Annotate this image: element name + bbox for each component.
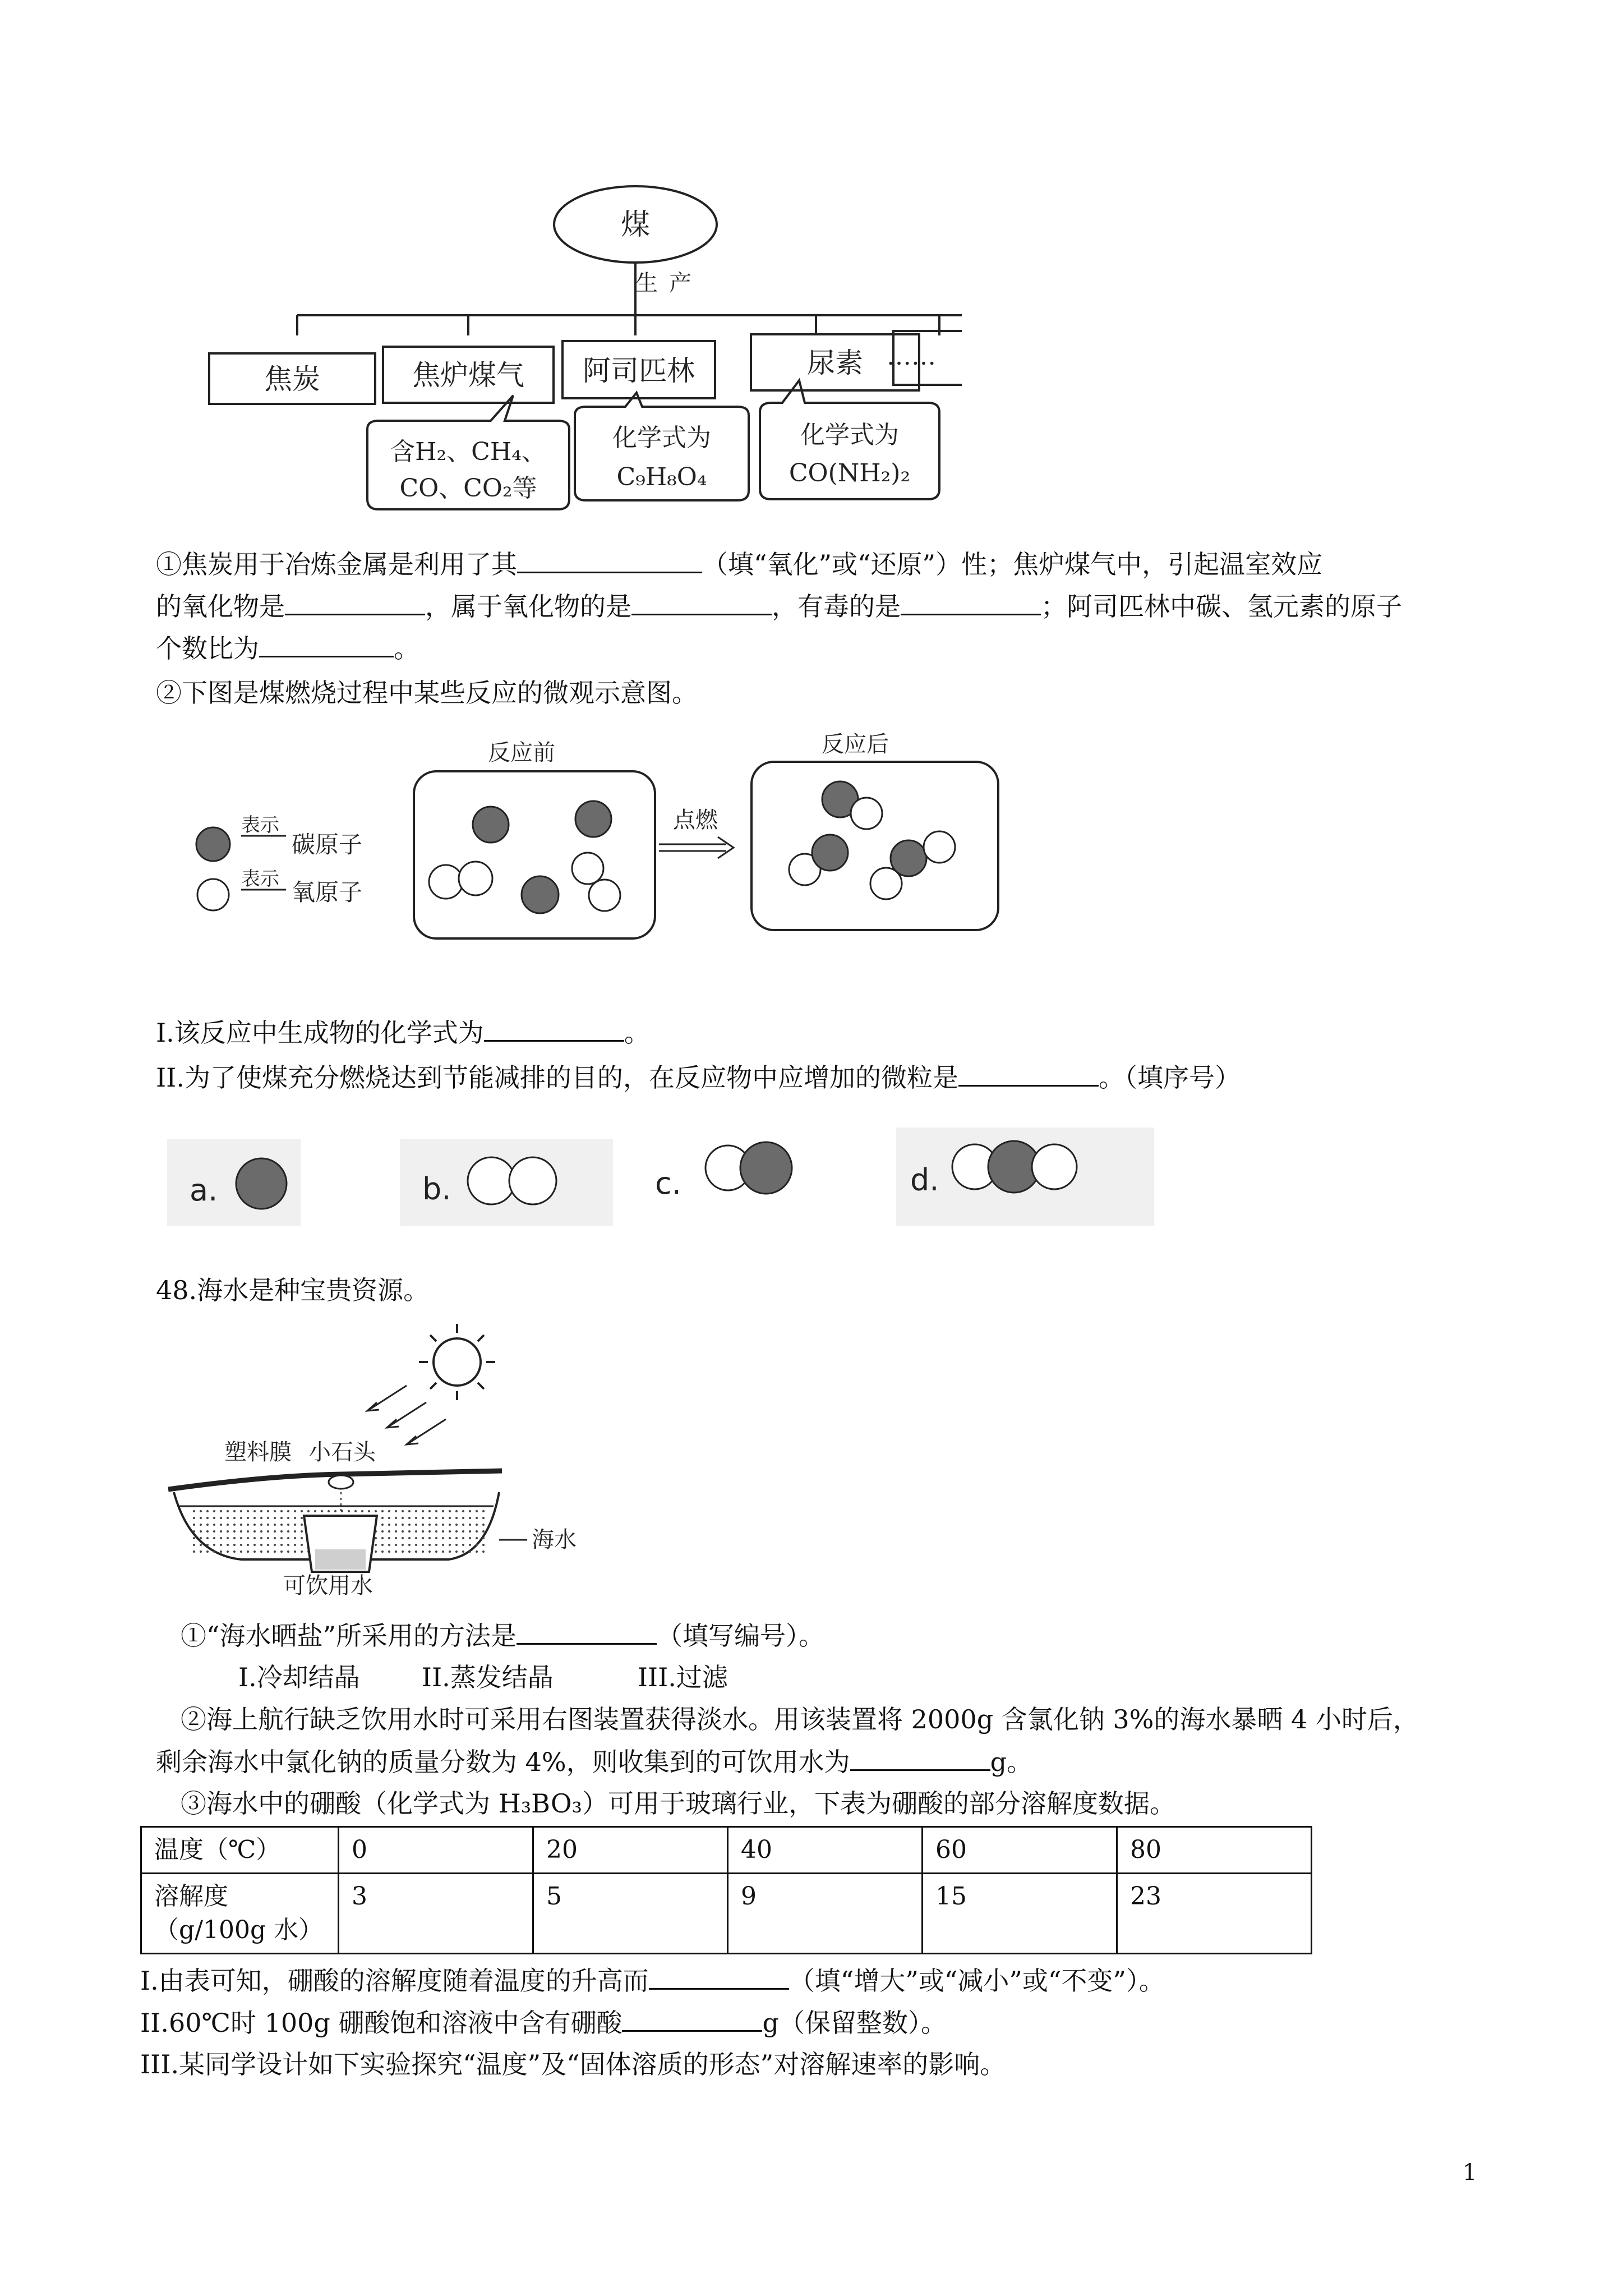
answer-blank-reducing[interactable] bbox=[517, 547, 702, 573]
callout-aspirin-line1: 化学式为 bbox=[612, 424, 711, 452]
q48-part1-options bbox=[238, 1660, 728, 1694]
q48-sub3: III.某同学设计如下实验探究“温度”及“固体溶质的形态”对溶解速率的影响。 bbox=[140, 2049, 1006, 2079]
legend-carbon-name: 碳原子 bbox=[292, 831, 363, 858]
table-header-temperature: 温度（℃） bbox=[141, 1827, 339, 1874]
q48-sub1 bbox=[140, 1963, 1165, 1998]
table-cell: 5 bbox=[533, 1874, 728, 1954]
legend-carbon-shows: 表示 bbox=[241, 814, 279, 836]
table-cell: 23 bbox=[1117, 1874, 1312, 1954]
q47-text: （填“氧化”或“还原”）性；焦炉煤气中，引起温室效应 bbox=[702, 549, 1323, 579]
table-cell: 80 bbox=[1117, 1827, 1312, 1874]
before-label: 反应前 bbox=[488, 740, 555, 766]
table-cell: 40 bbox=[728, 1827, 923, 1874]
table-row bbox=[141, 1874, 1312, 1954]
callout-urea-line1: 化学式为 bbox=[800, 421, 899, 449]
q47-text: 。（填序号） bbox=[1098, 1062, 1241, 1093]
option-a-label: a. bbox=[190, 1172, 218, 1208]
q47-text: I.该反应中生成物的化学式为 bbox=[156, 1018, 484, 1048]
callout-urea-line2: CO(NH₂)₂ bbox=[789, 459, 911, 487]
q47-text: ①焦炭用于冶炼金属是利用了其 bbox=[156, 549, 517, 579]
page-number: 1 bbox=[1463, 2160, 1477, 2185]
q47-text: 的氧化物是 bbox=[156, 591, 285, 622]
q48-part2-line2 bbox=[156, 1745, 1032, 1779]
q48-part2-line1: ②海上航行缺乏饮用水时可采用右图装置获得淡水。用该装置将 2000g 含氯化钠 3%的海水暴晒 4 小时后， bbox=[181, 1704, 1419, 1734]
option-a-particle bbox=[236, 1158, 287, 1209]
answer-blank-drinkable-mass[interactable] bbox=[850, 1745, 990, 1771]
before-box bbox=[414, 771, 655, 938]
q47-text: ，有毒的是 bbox=[772, 591, 901, 622]
q47-text: 。 bbox=[624, 1018, 650, 1048]
q47-sub2 bbox=[156, 1060, 1241, 1094]
q47-line3 bbox=[156, 631, 419, 665]
option-cooling: I.冷却结晶 bbox=[238, 1662, 360, 1692]
answer-blank-trend[interactable] bbox=[649, 1963, 789, 1990]
q48-text: （填写编号）。 bbox=[657, 1621, 825, 1651]
label-drinkable-water: 可饮用水 bbox=[283, 1573, 373, 1599]
answer-blank-particle[interactable] bbox=[958, 1060, 1099, 1087]
diagram-root-label: 煤 bbox=[620, 208, 651, 242]
product-aspirin: 阿司匹林 bbox=[583, 355, 695, 387]
table-cell: 9 bbox=[728, 1874, 923, 1954]
answer-blank-toxic[interactable] bbox=[901, 589, 1041, 615]
q48-text: g。 bbox=[990, 1747, 1033, 1777]
legend-oxygen-atom bbox=[197, 879, 229, 910]
table-cell: 60 bbox=[923, 1827, 1117, 1874]
option-b-label: b. bbox=[422, 1171, 451, 1207]
answer-blank-oxides[interactable] bbox=[631, 589, 772, 615]
q48-text: ①“海水晒盐”所采用的方法是 bbox=[181, 1621, 517, 1651]
label-small-stone: 小石头 bbox=[308, 1439, 376, 1465]
table-row bbox=[141, 1827, 1312, 1874]
table-header-solubility bbox=[141, 1874, 339, 1954]
product-etc: …… bbox=[887, 342, 936, 371]
answer-blank-product-formula[interactable] bbox=[484, 1015, 624, 1042]
after-label: 反应后 bbox=[822, 731, 889, 757]
label-plastic-film: 塑料膜 bbox=[224, 1439, 292, 1465]
q48-part1 bbox=[181, 1618, 824, 1653]
particle-options bbox=[167, 1128, 1154, 1228]
q48-text: II.60℃时 100g 硼酸饱和溶液中含有硼酸 bbox=[140, 2008, 623, 2038]
arrow-label-ignite: 点燃 bbox=[673, 807, 718, 833]
q48-title: 48.海水是种宝贵资源。 bbox=[156, 1275, 430, 1305]
product-coke: 焦炭 bbox=[264, 363, 320, 395]
label-seawater: 海水 bbox=[532, 1527, 577, 1553]
legend-oxygen-shows: 表示 bbox=[241, 868, 279, 890]
solubility-label: 溶解度 bbox=[154, 1882, 228, 1911]
table-cell: 20 bbox=[533, 1827, 728, 1874]
answer-blank-boric-mass[interactable] bbox=[622, 2005, 762, 2032]
q48-sub2 bbox=[140, 2005, 947, 2040]
sun-icon bbox=[419, 1324, 495, 1400]
q47-part2-intro: ②下图是煤燃烧过程中某些反应的微观示意图。 bbox=[156, 678, 698, 708]
solubility-table bbox=[140, 1826, 1312, 1954]
q48-text: I.由表可知，硼酸的溶解度随着温度的升高而 bbox=[140, 1966, 649, 1996]
q47-text: II.为了使煤充分燃烧达到节能减排的目的，在反应物中应增加的微粒是 bbox=[156, 1062, 958, 1093]
product-coke-oven-gas: 焦炉煤气 bbox=[412, 359, 524, 392]
option-c-label: c. bbox=[655, 1166, 681, 1201]
option-d-label: d. bbox=[910, 1162, 939, 1198]
q47-line2 bbox=[156, 589, 1402, 623]
solar-still-figure bbox=[157, 1313, 707, 1604]
table-cell: 15 bbox=[923, 1874, 1117, 1954]
q48-text: （填“增大”或“减小”或“不变”）。 bbox=[789, 1966, 1165, 1996]
option-filtration: III.过滤 bbox=[637, 1662, 728, 1692]
answer-blank-atom-ratio[interactable] bbox=[259, 631, 394, 657]
q48-part3: ③海水中的硼酸（化学式为 H₃BO₃）可用于玻璃行业，下表为硼酸的部分溶解度数据。 bbox=[181, 1788, 1175, 1819]
callout-gas-line1: 含H₂、CH₄、 bbox=[390, 438, 546, 466]
coal-products-diagram bbox=[199, 168, 962, 516]
diagram-edge-label: 生产 bbox=[635, 270, 703, 296]
table-cell: 0 bbox=[339, 1827, 533, 1874]
callout-aspirin-line2: C₉H₈O₄ bbox=[616, 463, 707, 491]
legend-oxygen-name: 氧原子 bbox=[292, 878, 363, 906]
q47-text: ，属于氧化物的是 bbox=[425, 591, 631, 622]
legend-carbon-atom bbox=[196, 827, 230, 861]
product-urea: 尿素 bbox=[807, 347, 863, 379]
reaction-micro-diagram bbox=[185, 724, 1015, 959]
q47-line1 bbox=[156, 547, 1322, 581]
callout-gas-line2: CO、CO₂等 bbox=[399, 474, 537, 503]
q47-sub1 bbox=[156, 1015, 650, 1050]
q48-text: g（保留整数）。 bbox=[762, 2008, 947, 2038]
q47-text: ；阿司匹林中碳、氢元素的原子 bbox=[1041, 591, 1402, 622]
q48-text: 剩余海水中氯化钠的质量分数为 4%，则收集到的可饮用水为 bbox=[156, 1747, 850, 1777]
after-box bbox=[751, 762, 998, 930]
answer-blank-method[interactable] bbox=[517, 1618, 657, 1645]
option-evaporation: II.蒸发结晶 bbox=[421, 1662, 554, 1692]
q47-text: 个数比为 bbox=[156, 633, 259, 664]
q47-text: 。 bbox=[394, 633, 419, 664]
solubility-unit: （g/100g 水） bbox=[154, 1916, 324, 1944]
table-cell: 3 bbox=[339, 1874, 533, 1954]
answer-blank-greenhouse-oxide[interactable] bbox=[285, 589, 425, 615]
